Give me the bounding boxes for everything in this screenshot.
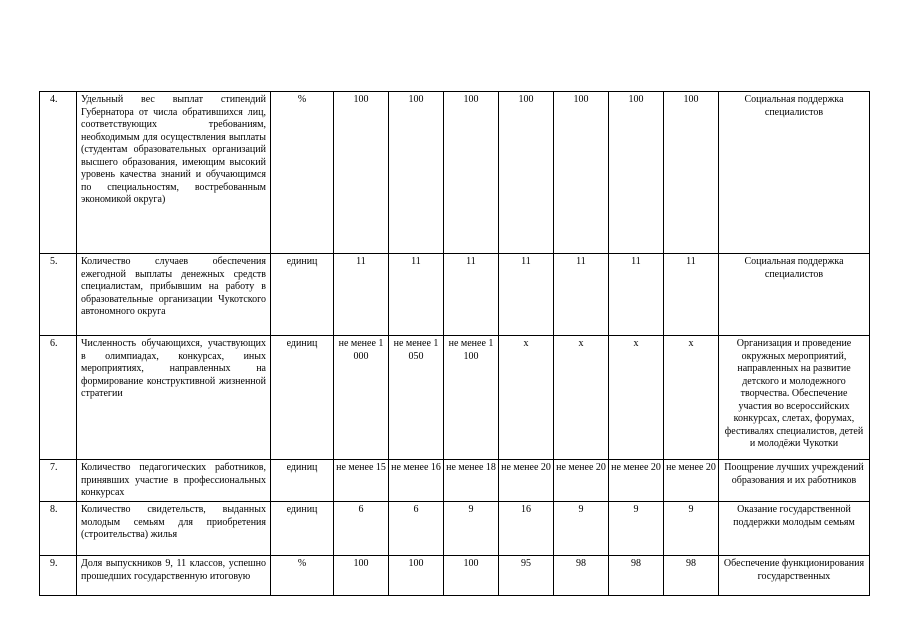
value-cell: не менее 20 — [554, 460, 609, 502]
value-cell: 98 — [554, 556, 609, 596]
row-number: 9. — [40, 556, 77, 596]
value-cell: не менее 20 — [609, 460, 664, 502]
value-cell: 100 — [334, 92, 389, 254]
unit-cell: % — [271, 556, 334, 596]
unit-cell: единиц — [271, 336, 334, 460]
value-cell: 100 — [499, 92, 554, 254]
row-number: 7. — [40, 460, 77, 502]
table-row — [40, 502, 870, 556]
value-cell: х — [664, 336, 719, 460]
program-activity: Социальная поддержка специалистов — [719, 92, 870, 254]
value-cell: 100 — [609, 92, 664, 254]
indicators-table — [39, 91, 870, 596]
value-cell: не менее 1 050 — [389, 336, 444, 460]
value-cell: 16 — [499, 502, 554, 556]
program-activity: Социальная поддержка специалистов — [719, 254, 870, 336]
value-cell: 6 — [389, 502, 444, 556]
value-cell: не менее 20 — [664, 460, 719, 502]
value-cell: 95 — [499, 556, 554, 596]
row-number: 4. — [40, 92, 77, 254]
value-cell: не менее 18 — [444, 460, 499, 502]
value-cell: 11 — [444, 254, 499, 336]
value-cell: х — [554, 336, 609, 460]
program-activity: Поощрение лучших учреждений образования и их работников — [719, 460, 870, 502]
unit-cell: единиц — [271, 460, 334, 502]
value-cell: 9 — [609, 502, 664, 556]
value-cell: не менее 1 100 — [444, 336, 499, 460]
value-cell: 11 — [609, 254, 664, 336]
indicator-name: Количество свидетельств, выданных молодым семьям для приобретения (строительства) жилья — [77, 502, 271, 556]
indicator-name: Удельный вес выплат стипендий Губернатора от числа обратившихся лиц, соответствующих требованиям, необходимым для осуществления выплаты (студентам образовательных организаций высшего образования, имеющим высокий уровень качества знаний и обучающимся по специальностям, востребованным экономикой округа) — [77, 92, 271, 254]
value-cell: не менее 20 — [499, 460, 554, 502]
value-cell: х — [499, 336, 554, 460]
value-cell: 6 — [334, 502, 389, 556]
value-cell: 100 — [389, 556, 444, 596]
row-number: 6. — [40, 336, 77, 460]
value-cell: 100 — [444, 556, 499, 596]
unit-cell: единиц — [271, 502, 334, 556]
value-cell: 100 — [444, 92, 499, 254]
program-activity: Оказание государственной поддержки молодым семьям — [719, 502, 870, 556]
program-activity: Обеспечение функционирования государственных — [719, 556, 870, 596]
table-row — [40, 556, 870, 596]
row-number: 8. — [40, 502, 77, 556]
value-cell: 98 — [664, 556, 719, 596]
row-number: 5. — [40, 254, 77, 336]
program-activity: Организация и проведение окружных мероприятий, направленных на развитие детского и молодежного творчества. Обеспечение участия во всероссийских конкурсах, слетах, форумах, фестивалях специалистов, детей и молодёжи Чукотки — [719, 336, 870, 460]
value-cell: 11 — [499, 254, 554, 336]
indicator-name: Доля выпускников 9, 11 классов, успешно прошедших государственную итоговую — [77, 556, 271, 596]
value-cell: 100 — [334, 556, 389, 596]
value-cell: 100 — [389, 92, 444, 254]
value-cell: не менее 15 — [334, 460, 389, 502]
value-cell: 98 — [609, 556, 664, 596]
table-row — [40, 336, 870, 460]
table-body — [40, 92, 870, 596]
value-cell: 11 — [664, 254, 719, 336]
table-row — [40, 254, 870, 336]
value-cell: не менее 16 — [389, 460, 444, 502]
table-row — [40, 92, 870, 254]
value-cell: 9 — [444, 502, 499, 556]
value-cell: 9 — [664, 502, 719, 556]
value-cell: не менее 1 000 — [334, 336, 389, 460]
indicator-name: Численность обучающихся, участвующих в олимпиадах, конкурсах, иных мероприятиях, направленных на формирование конструктивной жизненной стратегии — [77, 336, 271, 460]
value-cell: 100 — [554, 92, 609, 254]
indicator-name: Количество педагогических работников, принявших участие в профессиональных конкурсах — [77, 460, 271, 502]
value-cell: 11 — [389, 254, 444, 336]
value-cell: 100 — [664, 92, 719, 254]
unit-cell: % — [271, 92, 334, 254]
value-cell: х — [609, 336, 664, 460]
value-cell: 11 — [334, 254, 389, 336]
value-cell: 11 — [554, 254, 609, 336]
unit-cell: единиц — [271, 254, 334, 336]
value-cell: 9 — [554, 502, 609, 556]
table-row — [40, 460, 870, 502]
indicator-name: Количество случаев обеспечения ежегодной выплаты денежных средств специалистам, прибывшим на работу в образовательные организации Чукотского автономного округа — [77, 254, 271, 336]
